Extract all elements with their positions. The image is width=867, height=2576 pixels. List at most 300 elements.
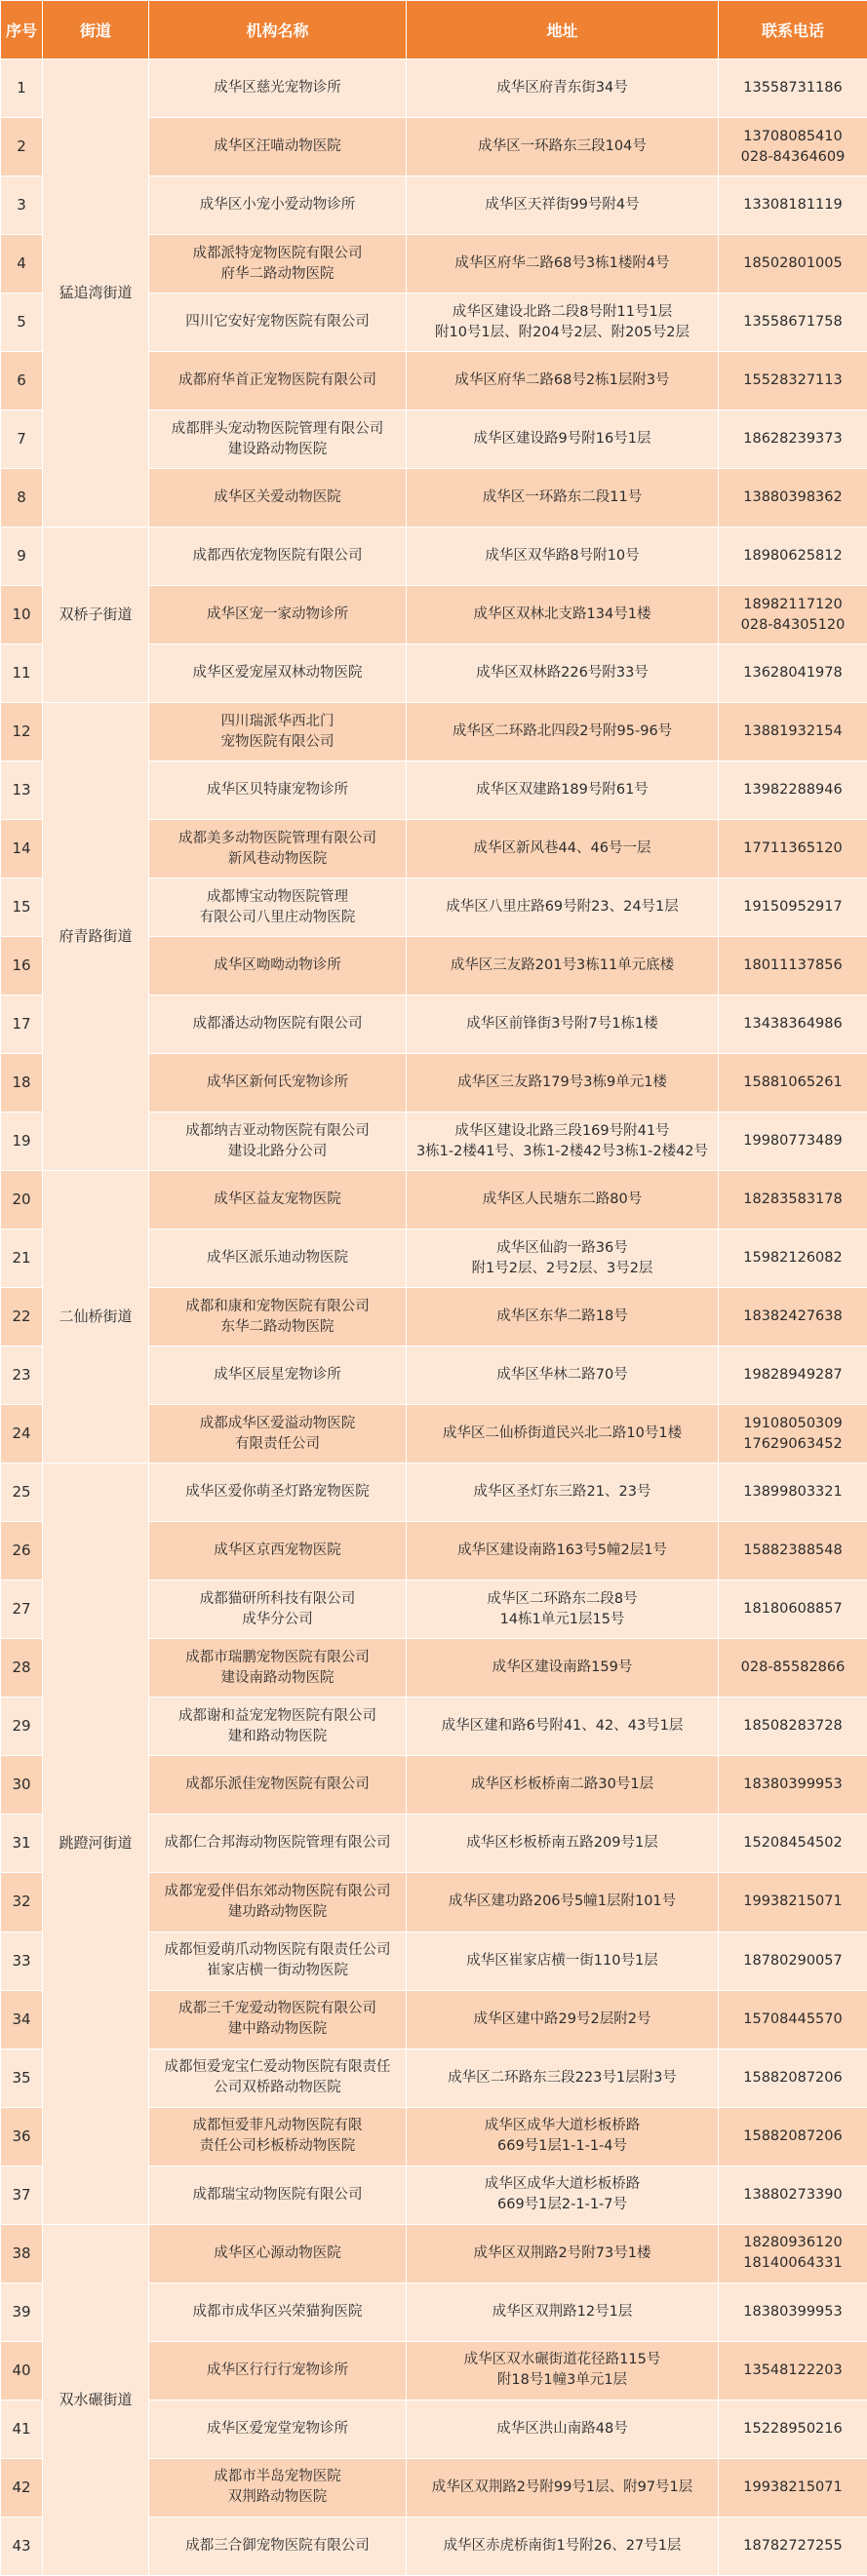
institution-name-line: 府华二路动物医院 — [153, 264, 402, 285]
phone — [719, 1873, 867, 1932]
phone — [719, 820, 867, 878]
header-district: 街道 — [43, 1, 149, 59]
institution-name — [149, 469, 407, 527]
address — [407, 1405, 719, 1464]
institution-name-line: 成华区京西宠物医院 — [153, 1541, 402, 1561]
row-index: 29 — [1, 1698, 43, 1756]
institution-name — [149, 2283, 407, 2341]
table-body — [1, 59, 867, 2576]
row-index: 8 — [1, 469, 43, 527]
phone-line: 18280936120 — [723, 2233, 863, 2253]
phone — [719, 1229, 867, 1288]
institution-name-line: 成都谢和益宠宠物医院有限公司 — [153, 1706, 402, 1727]
institution-name-line: 成华区新何氏宠物诊所 — [153, 1073, 402, 1093]
address — [407, 1112, 719, 1171]
institution-name — [149, 1756, 407, 1815]
institution-name-line: 成都恒爱宠宝仁爱动物医院有限责任 — [153, 2057, 402, 2078]
institution-name — [149, 995, 407, 1054]
institution-name — [149, 1405, 407, 1464]
institution-name — [149, 1112, 407, 1171]
institution-name-line: 成都三千宠爱动物医院有限公司 — [153, 1999, 402, 2019]
table-row — [1, 527, 867, 586]
address — [407, 235, 719, 293]
phone-line: 15208454502 — [723, 1833, 863, 1854]
institution-name — [149, 586, 407, 644]
row-index: 36 — [1, 2107, 43, 2166]
row-index: 5 — [1, 293, 43, 352]
address — [407, 937, 719, 995]
phone — [719, 59, 867, 118]
institution-name-line: 成都乐派佳宠物医院有限公司 — [153, 1775, 402, 1795]
phone — [719, 2283, 867, 2341]
row-index: 7 — [1, 410, 43, 469]
header-institution: 机构名称 — [149, 1, 407, 59]
address — [407, 878, 719, 937]
phone-line: 15882388548 — [723, 1541, 863, 1561]
address — [407, 1288, 719, 1347]
phone-line: 18782727255 — [723, 2536, 863, 2556]
address — [407, 1815, 719, 1873]
address-line: 成华区双荆路2号附99号1层、附97号1层 — [411, 2478, 714, 2498]
address-line: 成华区新风巷44、46号一层 — [411, 839, 714, 859]
institution-name-line: 崔家店横一街动物医院 — [153, 1961, 402, 1981]
phone — [719, 1581, 867, 1639]
address-line: 成华区八里庄路69号附23、24号1层 — [411, 897, 714, 917]
institution-name — [149, 1698, 407, 1756]
district-cell: 双桥子街道 — [43, 527, 149, 703]
institution-name-line: 建设北路分公司 — [153, 1142, 402, 1162]
institution-name-line: 成华区汪喵动物医院 — [153, 137, 402, 157]
row-index: 15 — [1, 878, 43, 937]
phone-line: 13982288946 — [723, 780, 863, 800]
row-index: 27 — [1, 1581, 43, 1639]
address-line: 成华区赤虎桥南街1号附26、27号1层 — [411, 2536, 714, 2556]
address-line: 成华区双建路189号附61号 — [411, 780, 714, 800]
institution-name-line: 东华二路动物医院 — [153, 1317, 402, 1338]
address — [407, 1698, 719, 1756]
phone — [719, 703, 867, 761]
address — [407, 703, 719, 761]
institution-name — [149, 1990, 407, 2049]
institution-name-line: 有限责任公司 — [153, 1434, 402, 1455]
address-line: 成华区双华路8号附10号 — [411, 546, 714, 566]
address — [407, 469, 719, 527]
address-line: 成华区天祥街99号附4号 — [411, 195, 714, 215]
institution-name — [149, 176, 407, 235]
header-row — [1, 1, 867, 59]
phone-line: 18628239373 — [723, 429, 863, 449]
row-index: 23 — [1, 1347, 43, 1405]
address-line: 成华区双荆路2号附73号1楼 — [411, 2244, 714, 2264]
institution-name-line: 建和路动物医院 — [153, 1727, 402, 1747]
phone — [719, 2400, 867, 2458]
row-index: 4 — [1, 235, 43, 293]
address — [407, 2107, 719, 2166]
address — [407, 2283, 719, 2341]
phone-line: 17629063452 — [723, 1434, 863, 1455]
phone-line: 18180608857 — [723, 1599, 863, 1620]
address — [407, 527, 719, 586]
phone-line: 13558731186 — [723, 78, 863, 98]
address-line: 成华区一环路东三段104号 — [411, 137, 714, 157]
phone — [719, 1112, 867, 1171]
row-index: 35 — [1, 2049, 43, 2107]
institution-name — [149, 118, 407, 176]
institution-name-line: 成华区辰星宠物诊所 — [153, 1365, 402, 1386]
address — [407, 118, 719, 176]
institution-name-line: 成华区爱宠堂宠物诊所 — [153, 2419, 402, 2439]
address — [407, 995, 719, 1054]
row-index: 9 — [1, 527, 43, 586]
institution-name-line: 成都西依宠物医院有限公司 — [153, 546, 402, 566]
institution-name — [149, 2166, 407, 2224]
institution-name — [149, 1054, 407, 1112]
row-index: 14 — [1, 820, 43, 878]
phone — [719, 1932, 867, 1990]
institution-name-line: 成都博宝动物医院管理 — [153, 887, 402, 908]
address-line: 附1号2层、2号2层、3号2层 — [411, 1259, 714, 1279]
phone-line: 18380399953 — [723, 2302, 863, 2322]
institution-name-line: 成都恒爱菲凡动物医院有限 — [153, 2116, 402, 2136]
row-index: 28 — [1, 1639, 43, 1698]
address-line: 成华区圣灯东三路21、23号 — [411, 1482, 714, 1503]
row-index: 18 — [1, 1054, 43, 1112]
institution-name-line: 双荆路动物医院 — [153, 2487, 402, 2508]
row-index: 31 — [1, 1815, 43, 1873]
institution-name — [149, 1581, 407, 1639]
address-line: 成华区二环路东三段223号1层附3号 — [411, 2068, 714, 2088]
phone — [719, 2049, 867, 2107]
phone — [719, 293, 867, 352]
phone — [719, 527, 867, 586]
row-index: 39 — [1, 2283, 43, 2341]
phone-line: 18508283728 — [723, 1716, 863, 1737]
institution-name-line: 建设南路动物医院 — [153, 1668, 402, 1689]
institution-name — [149, 820, 407, 878]
address-line: 成华区二环路东二段8号 — [411, 1589, 714, 1610]
address — [407, 2166, 719, 2224]
phone — [719, 761, 867, 820]
institution-name-line: 建设路动物医院 — [153, 440, 402, 460]
address — [407, 644, 719, 703]
phone-line: 19108050309 — [723, 1414, 863, 1434]
institution-name-line: 四川它安好宠物医院有限公司 — [153, 312, 402, 332]
phone-line: 13708085410 — [723, 127, 863, 147]
district-cell: 府青路街道 — [43, 703, 149, 1171]
address — [407, 1347, 719, 1405]
phone — [719, 2341, 867, 2400]
address-line: 成华区建设南路159号 — [411, 1658, 714, 1678]
phone — [719, 1639, 867, 1698]
row-index: 34 — [1, 1990, 43, 2049]
institution-name-line: 责任公司杉板桥动物医院 — [153, 2136, 402, 2157]
address-line: 成华区建功路206号5幢1层附101号 — [411, 1892, 714, 1912]
district-cell: 二仙桥街道 — [43, 1171, 149, 1464]
phone — [719, 235, 867, 293]
address-line: 成华区建中路29号2层附2号 — [411, 2010, 714, 2030]
institution-name-line: 成都美多动物医院管理有限公司 — [153, 829, 402, 849]
row-index: 10 — [1, 586, 43, 644]
address-line: 成华区杉板桥南五路209号1层 — [411, 1833, 714, 1854]
institution-name — [149, 1873, 407, 1932]
phone — [719, 176, 867, 235]
institution-name — [149, 703, 407, 761]
row-index: 41 — [1, 2400, 43, 2458]
row-index: 32 — [1, 1873, 43, 1932]
institution-name — [149, 1932, 407, 1990]
header-phone: 联系电话 — [719, 1, 867, 59]
row-index: 37 — [1, 2166, 43, 2224]
address — [407, 352, 719, 410]
address — [407, 1932, 719, 1990]
institution-name-line: 建功路动物医院 — [153, 1902, 402, 1923]
address-line: 成华区双林路226号附33号 — [411, 663, 714, 683]
address-line: 成华区东华二路18号 — [411, 1307, 714, 1327]
institution-name-line: 宠物医院有限公司 — [153, 732, 402, 753]
address-line: 成华区三友路201号3栋11单元底楼 — [411, 956, 714, 976]
institution-name-line: 成都市半岛宠物医院 — [153, 2467, 402, 2487]
phone — [719, 118, 867, 176]
row-index: 2 — [1, 118, 43, 176]
phone-line: 18382427638 — [723, 1307, 863, 1327]
institution-name — [149, 761, 407, 820]
phone — [719, 1756, 867, 1815]
address-line: 成华区杉板桥南二路30号1层 — [411, 1775, 714, 1795]
row-index: 40 — [1, 2341, 43, 2400]
phone — [719, 2458, 867, 2517]
institution-name-line: 成华区派乐迪动物医院 — [153, 1248, 402, 1268]
institution-name — [149, 1347, 407, 1405]
phone-line: 15882087206 — [723, 2127, 863, 2147]
address-line: 669号1层2-1-1-7号 — [411, 2195, 714, 2215]
table-row — [1, 1171, 867, 1229]
phone-line: 13880273390 — [723, 2185, 863, 2205]
institution-name — [149, 293, 407, 352]
address — [407, 1464, 719, 1522]
address — [407, 176, 719, 235]
phone-line: 13881932154 — [723, 722, 863, 742]
institution-name-line: 成都市成华区兴荣猫狗医院 — [153, 2302, 402, 2322]
address — [407, 410, 719, 469]
phone-line: 18982117120 — [723, 595, 863, 615]
institution-name-line: 成华区行行行宠物诊所 — [153, 2361, 402, 2381]
address-line: 成华区双水碾街道花径路115号 — [411, 2350, 714, 2370]
phone — [719, 2517, 867, 2575]
phone-line: 18283583178 — [723, 1190, 863, 1210]
institution-name-line: 建中路动物医院 — [153, 2019, 402, 2040]
phone-line: 18502801005 — [723, 254, 863, 274]
institution-name-line: 成华区关爱动物医院 — [153, 488, 402, 508]
address-line: 成华区建设北路三段169号附41号 — [411, 1121, 714, 1142]
address-line: 成华区二环路北四段2号附95-96号 — [411, 722, 714, 742]
address-line: 成华区仙韵一路36号 — [411, 1238, 714, 1259]
phone-line: 15708445570 — [723, 2010, 863, 2030]
institution-name — [149, 1171, 407, 1229]
row-index: 38 — [1, 2224, 43, 2283]
phone-line: 18780290057 — [723, 1951, 863, 1971]
row-index: 21 — [1, 1229, 43, 1288]
address-line: 成华区二仙桥街道民兴北二路10号1楼 — [411, 1424, 714, 1444]
institution-name — [149, 410, 407, 469]
row-index: 12 — [1, 703, 43, 761]
row-index: 33 — [1, 1932, 43, 1990]
address — [407, 2224, 719, 2283]
phone — [719, 1288, 867, 1347]
table-row — [1, 59, 867, 118]
phone-line: 13880398362 — [723, 488, 863, 508]
institution-name-line: 成都猫研所科技有限公司 — [153, 1589, 402, 1610]
institution-name-line: 成都潘达动物医院有限公司 — [153, 1014, 402, 1034]
phone — [719, 1698, 867, 1756]
institution-name — [149, 2107, 407, 2166]
phone — [719, 1054, 867, 1112]
address-line: 成华区府华二路68号3栋1楼附4号 — [411, 254, 714, 274]
institution-name-line: 成华分公司 — [153, 1610, 402, 1630]
address-line: 附18号1幢3单元1层 — [411, 2370, 714, 2391]
institution-name-line: 成都和康和宠物医院有限公司 — [153, 1297, 402, 1317]
address-line: 成华区成华大道杉板桥路 — [411, 2116, 714, 2136]
phone-line: 15881065261 — [723, 1073, 863, 1093]
row-index: 30 — [1, 1756, 43, 1815]
address — [407, 586, 719, 644]
institution-name — [149, 2400, 407, 2458]
phone — [719, 469, 867, 527]
address-line: 成华区府华二路68号2栋1层附3号 — [411, 371, 714, 391]
address — [407, 1873, 719, 1932]
address — [407, 1581, 719, 1639]
institution-name — [149, 1522, 407, 1581]
institution-name-line: 成华区益友宠物医院 — [153, 1190, 402, 1210]
district-cell: 猛追湾街道 — [43, 59, 149, 527]
address-line: 成华区建设南路163号5幢2层1号 — [411, 1541, 714, 1561]
institution-name-line: 成都府华首正宠物医院有限公司 — [153, 371, 402, 391]
phone-line: 13558671758 — [723, 312, 863, 332]
row-index: 43 — [1, 2517, 43, 2575]
phone-line: 028-85582866 — [723, 1658, 863, 1678]
institution-name-line: 成都派特宠物医院有限公司 — [153, 244, 402, 264]
institution-name — [149, 527, 407, 586]
institution-name — [149, 1815, 407, 1873]
address-line: 成华区崔家店横一街110号1层 — [411, 1951, 714, 1971]
phone-line: 19828949287 — [723, 1365, 863, 1386]
row-index: 26 — [1, 1522, 43, 1581]
phone — [719, 937, 867, 995]
address-line: 669号1层1-1-1-4号 — [411, 2136, 714, 2157]
institution-name — [149, 2341, 407, 2400]
phone — [719, 1405, 867, 1464]
institution-name — [149, 1639, 407, 1698]
institution-name — [149, 59, 407, 118]
institution-name — [149, 937, 407, 995]
phone — [719, 1347, 867, 1405]
address — [407, 2049, 719, 2107]
phone-line: 15228950216 — [723, 2419, 863, 2439]
phone — [719, 410, 867, 469]
institution-name — [149, 1464, 407, 1522]
institution-name-line: 成都市瑞鹏宠物医院有限公司 — [153, 1648, 402, 1668]
address-line: 3栋1-2楼41号、3栋1-2楼42号3栋1-2楼42号 — [411, 1142, 714, 1162]
institution-name-line: 成都三合御宠物医院有限公司 — [153, 2536, 402, 2556]
phone — [719, 1815, 867, 1873]
phone — [719, 2107, 867, 2166]
phone-line: 18140064331 — [723, 2253, 863, 2274]
institution-name — [149, 2517, 407, 2575]
phone — [719, 995, 867, 1054]
row-index: 11 — [1, 644, 43, 703]
phone-line: 17711365120 — [723, 839, 863, 859]
address-line: 成华区一环路东二段11号 — [411, 488, 714, 508]
address-line: 成华区双荆路12号1层 — [411, 2302, 714, 2322]
phone — [719, 352, 867, 410]
institution-name-line: 成都胖头宠动物医院管理有限公司 — [153, 419, 402, 440]
phone-line: 18980625812 — [723, 546, 863, 566]
address — [407, 1990, 719, 2049]
header-address: 地址 — [407, 1, 719, 59]
table-row — [1, 2224, 867, 2283]
institution-name-line: 成都纳吉亚动物医院有限公司 — [153, 1121, 402, 1142]
institution-name-line: 四川瑞派华西北门 — [153, 712, 402, 732]
institution-name — [149, 235, 407, 293]
address — [407, 2458, 719, 2517]
row-index: 3 — [1, 176, 43, 235]
institution-name — [149, 352, 407, 410]
phone-line: 19938215071 — [723, 2478, 863, 2498]
institution-name-line: 成都仁合邦海动物医院管理有限公司 — [153, 1833, 402, 1854]
address-line: 成华区建和路6号附41、42、43号1层 — [411, 1716, 714, 1737]
phone — [719, 2166, 867, 2224]
phone — [719, 878, 867, 937]
phone-line: 19980773489 — [723, 1131, 863, 1151]
row-index: 13 — [1, 761, 43, 820]
row-index: 22 — [1, 1288, 43, 1347]
address — [407, 2400, 719, 2458]
institution-name — [149, 2224, 407, 2283]
address — [407, 761, 719, 820]
institution-name-line: 成都成华区爱溢动物医院 — [153, 1414, 402, 1434]
institution-name-line: 成华区宠一家动物诊所 — [153, 605, 402, 625]
phone-line: 13628041978 — [723, 663, 863, 683]
address-line: 附10号1层、附204号2层、附205号2层 — [411, 323, 714, 343]
address — [407, 293, 719, 352]
institution-name-line: 成华区慈光宠物诊所 — [153, 78, 402, 98]
address-line: 成华区前锋街3号附7号1栋1楼 — [411, 1014, 714, 1034]
address-line: 成华区华林二路70号 — [411, 1365, 714, 1386]
phone-line: 13899803321 — [723, 1482, 863, 1503]
address — [407, 59, 719, 118]
institution-name — [149, 1229, 407, 1288]
phone-line: 13308181119 — [723, 195, 863, 215]
institution-name-line: 成华区小宠小爱动物诊所 — [153, 195, 402, 215]
address — [407, 820, 719, 878]
phone-line: 18380399953 — [723, 1775, 863, 1795]
institution-name-line: 成都瑞宝动物医院有限公司 — [153, 2185, 402, 2205]
address-line: 成华区双林北支路134号1楼 — [411, 605, 714, 625]
row-index: 25 — [1, 1464, 43, 1522]
row-index: 20 — [1, 1171, 43, 1229]
phone-line: 18011137856 — [723, 956, 863, 976]
institution-name-line: 成华区心源动物医院 — [153, 2244, 402, 2264]
institution-name — [149, 2049, 407, 2107]
phone — [719, 2224, 867, 2283]
phone-line: 15528327113 — [723, 371, 863, 391]
institution-name-line: 成华区呦呦动物诊所 — [153, 956, 402, 976]
phone — [719, 586, 867, 644]
institution-name-line: 成华区爱宠屋双林动物医院 — [153, 663, 402, 683]
phone — [719, 644, 867, 703]
address — [407, 1639, 719, 1698]
address — [407, 1054, 719, 1112]
district-cell: 双水碾街道 — [43, 2224, 149, 2575]
